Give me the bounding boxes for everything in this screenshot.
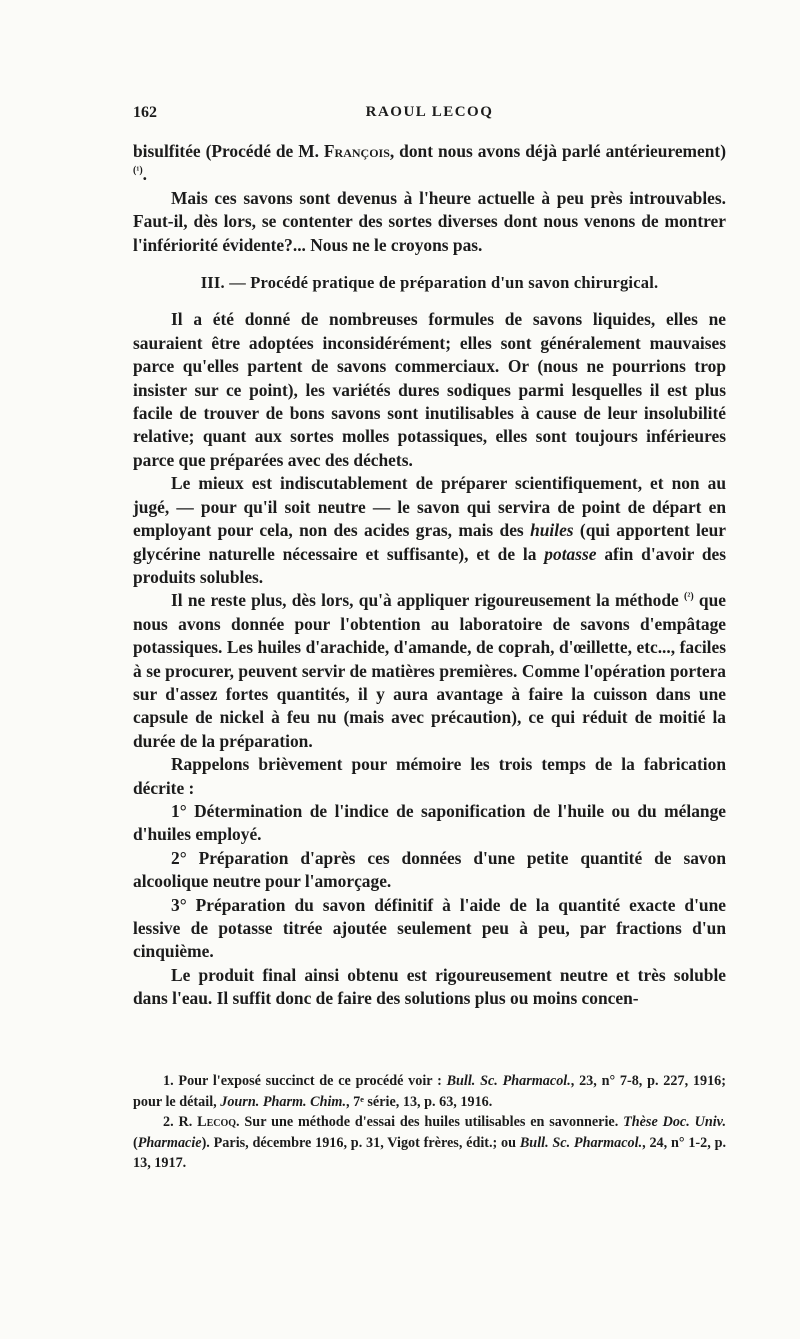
text-run: , dont nous avons déjà parlé antérieurement) [389,141,727,161]
page-header [133,104,726,128]
text-run: , 7ᵉ série, 13, p. 63, 1916. [346,1093,493,1110]
text-run: Il ne reste plus, dès lors, qu'à appliquer rigoureusement la méthode [171,590,684,611]
author-name: Lecoq [197,1114,237,1130]
text-run: . [142,164,148,185]
footnote-2 [133,1112,726,1174]
text-run: , 24, n° 1-2, p. 13, 1917. [133,1134,727,1171]
paragraph [133,140,726,187]
text-run: que nous avons donnée pour l'obtention au laboratoire de savons d'empâtage potassiques. Les huiles d'arachide, d'amande, de coprah, d'œillette, etc..., faciles à se procurer, peuvent servir de matières premières. Comme l'opération portera sur d'assez fortes quantités, il y aura avantage à faire la cuisson dans une capsule de nickel à feu nu (mais avec précaution), ce qui réduit de moitié la durée de la préparation. [133,590,726,751]
text-run: ). Paris, décembre 1916, p. 31, Vigot frères, édit.; ou [201,1134,520,1151]
main-text [133,140,726,1011]
text-run: 2. R. [163,1114,198,1130]
italic-term: potasse [544,543,597,564]
italic-term: huiles [530,520,574,541]
footnote-1 [133,1071,726,1112]
footnote-ref[interactable]: (²) [683,591,694,603]
text-run: Le mieux est indiscutablement de préparer scientifiquement, et non au jugé, — pour qu'il soit neutre — le savon qui servira de point de départ en employant pour cela, non des acides gras, mais des [133,473,726,541]
list-step: 2° Préparation d'après ces données d'une petite quantité de savon alcoolique neutre pour l'amorçage. [133,847,726,892]
footnotes [133,1071,726,1174]
page-number: 162 [133,104,157,121]
list-step: 3° Préparation du savon définitif à l'aide de la quantité exacte d'une lessive de potasse titrée ajoutée seulement peu à peu, par fractions d'un cinquième. [133,894,726,962]
paragraph: Mais ces savons sont devenus à l'heure actuelle à peu près introuvables. Faut-il, dès lors, se contenter des sortes diverses dont nous venons de montrer l'infériorité évidente?... Nous ne le croyons pas. [133,187,726,255]
paragraph: Il a été donné de nombreuses formules de savons liquides, elles ne sauraient être adoptées inconsidérément; elles sont généralement mauvaises parce qu'elles partent de savons commerciaux. Or (nous ne pourrions trop insister sur ce point), les variétés dures sodiques parmi lesquelles il est plus facile de trouver de bons savons sont inutilisables à cause de leur insolubilité relative; quant aux sortes molles potassiques, elles sont toujours inférieures parce que préparées avec des déchets. [133,309,726,470]
paragraph [133,472,726,589]
journal-title: Journ. Pharm. Chim. [220,1093,346,1110]
journal-title: Bull. Sc. Pharmacol. [519,1134,643,1151]
section-heading: III. — Procédé pratique de préparation d'un savon chirurgical. [200,273,659,293]
text-run: ( [133,1134,138,1151]
paragraph: Le produit final ainsi obtenu est rigoureusement neutre et très soluble dans l'eau. Il suffit donc de faire des solutions plus ou moins concen- [133,964,726,1009]
text-run: (qui apportent leur glycérine naturelle nécessaire et suffisante), et de la [133,520,726,564]
text-run: . Sur une méthode d'essai des huiles utilisables en savonnerie. [236,1114,624,1130]
running-title: RAOUL LECOQ [365,104,494,120]
text-run: afin d'avoir des produits solubles. [133,543,726,587]
journal-title: Bull. Sc. Pharmacol. [446,1073,571,1089]
text-run: , 23, n° 7-8, p. 227, 1916; pour le détail, [133,1073,726,1110]
discipline: Pharmacie [137,1134,202,1151]
paragraph: Rappelons brièvement pour mémoire les trois temps de la fabrication décrite : [133,754,726,798]
text-run: bisulfitée (Procédé de M. [133,141,324,161]
paragraph [133,589,726,753]
thesis-title: Thèse Doc. Univ. [623,1114,726,1130]
author-name: François [323,141,390,161]
footnote-ref[interactable]: (¹) [133,165,143,177]
list-step: 1° Détermination de l'indice de saponification de l'huile ou du mélange d'huiles employé. [133,800,726,845]
text-run: 1. Pour l'exposé succinct de ce procédé voir : [163,1073,447,1089]
